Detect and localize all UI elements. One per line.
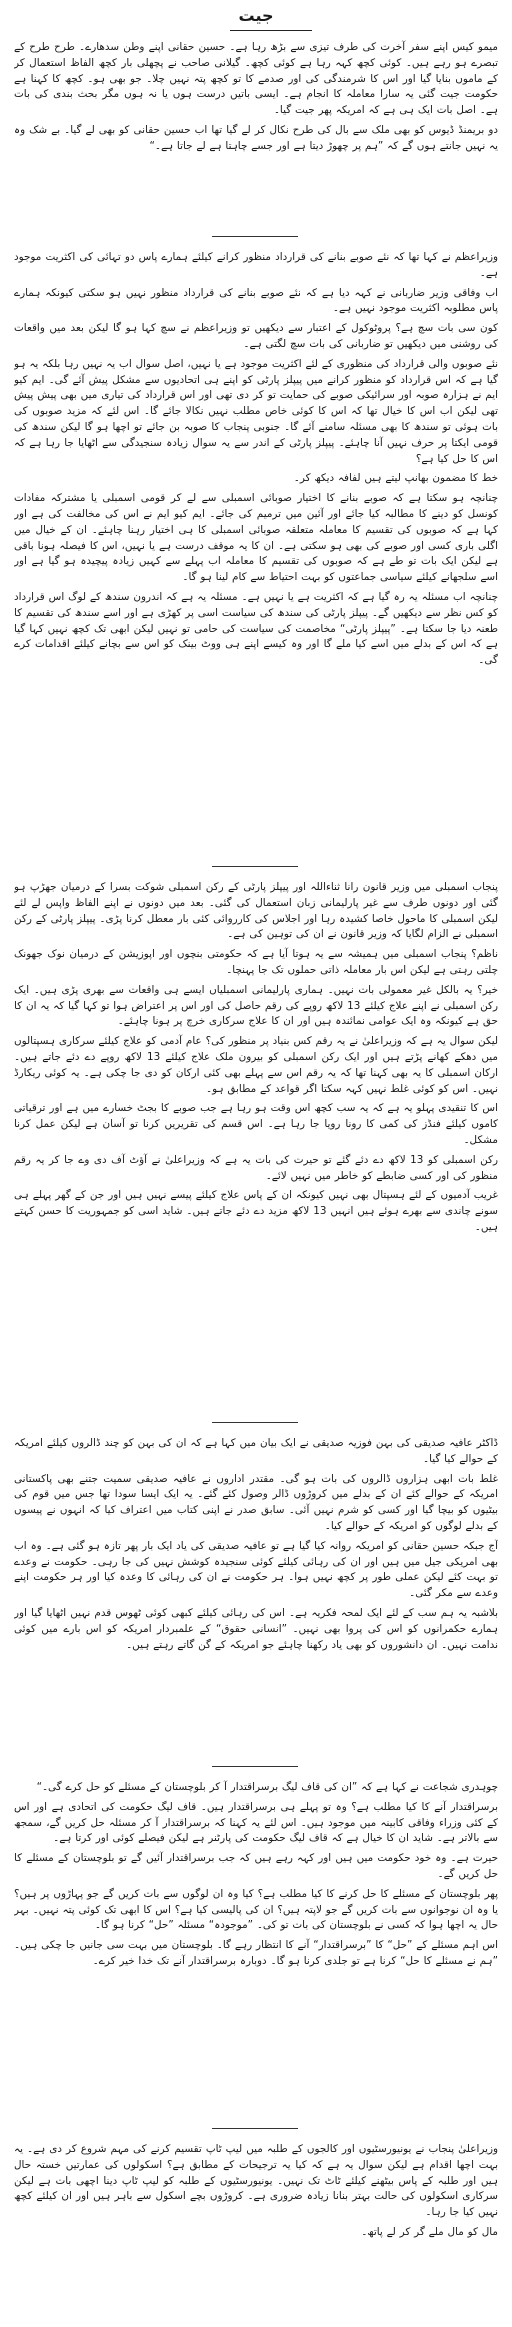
article-section-2 — [14, 250, 498, 858]
paragraph: برسراقتدار آنے کا کیا مطلب ہے؟ وہ تو پہلے ہی برسراقتدار ہیں۔ قاف لیگ حکومت کی اتحادی ہے اور اس کے کئی وزراء وفاقی کابینہ میں موجود ہیں۔ اس لئے یہ کہنا کہ برسراقتدار آ کر مسئلہ حل کریں گے، سمجھ سے بالاتر ہے۔ شاید ان کا خیال ہے کہ قاف لیگ حکومت کی پارٹنر ہے لیکن فیصلے کوئی اور کرتا ہے۔ — [14, 1800, 498, 1845]
paragraph: پنجاب اسمبلی میں وزیر قانون رانا ثناءاللہ اور پیپلز پارٹی کے رکن اسمبلی شوکت بسرا کے درمیان جھڑپ ہو گئی اور دونوں طرف سے غیر پارلیمانی زبان استعمال کی گئی۔ بعد میں دونوں نے اپنے الفاظ واپس لے لئے لیکن اسمبلی کا ماحول خاصا کشیدہ رہا اور اجلاس کی کارروائی کئی بار معطل کرنا پڑی۔ پیپلز پارٹی کے رکن اسمبلی نے الزام لگایا کہ وزیر قانون نے ان کی توہین کی ہے۔ — [14, 881, 498, 941]
paragraph: رکن اسمبلی کو 13 لاکھ دے دئے گئے تو حیرت کی بات یہ ہے کہ وزیراعلیٰ نے آؤٹ آف دی وے جا کر یہ رقم منظور کی اور کسی ضابطے کو خاطر میں نہیں لائے۔ — [14, 1153, 498, 1182]
paragraph: ڈاکٹر عافیہ صدیقی کی بہن فوزیہ صدیقی نے ایک بیان میں کہا ہے کہ ان کی بہن کو چند ڈالروں کیلئے امریکہ کے حوالے کیا گیا۔ — [14, 1437, 498, 1465]
paragraph: چوہدری شجاعت نے کہا ہے کہ ”ان کی قاف لیگ برسراقتدار آ کر بلوچستان کے مسئلے کو حل کرے گی۔“ — [36, 1781, 498, 1793]
paragraph: کون سی بات سچ ہے؟ پروٹوکول کے اعتبار سے دیکھیں تو وزیراعظم نے سچ کہا ہو گا لیکن بعد میں واقعات کی روشنی میں دیکھیں تو ضاربانی کی بات سچ لگتی ہے۔ — [14, 322, 498, 350]
article-section-1 — [14, 40, 498, 228]
paragraph: میمو کیس اپنے سفر آخرت کی طرف تیزی سے بڑھ رہا ہے۔ حسین حقانی اپنے وطن سدھارے۔ طرح طرح کے تبصرے ہو رہے ہیں۔ کوئی کچھ کہہ رہا ہے کوئی کچھ۔ گیلانی صاحب نے پچھلی بار کچھ الفاظ استعمال کر کے ماموں بنایا گیا اور اس کا شرمندگی کی اور صدمے کا تو کچھ پتہ نہیں چلا۔ جو بھی ہو۔ کچھ کا کہنا ہے حکومت جیت گئی یہ سارا معاملہ کا انجام ہے۔ ایسی باتیں درست ہوں یا نہ ہوں مگر بحث بندی کی بات ہے۔ اصل بات ایک ہی ہے کہ امریکہ پھر جیت گیا۔ — [14, 41, 498, 117]
paragraph: غلط بات ابھی ہزاروں ڈالروں کی بات ہو گی۔ مقتدر اداروں نے عافیہ صدیقی سمیت جتنے بھی پاکستانی امریکہ کے حوالے کئے ان کے بدلے میں کروڑوں ڈالر وصول کئے گئے۔ یہ ایک ایسا سودا تھا جس میں قوم کی بیٹیوں کو بیچا گیا اور کسی کو شرم نہیں آئی۔ سابق صدر نے اپنی کتاب میں اعتراف کیا کہ انہوں نے پیسوں کے بدلے لوگوں کو امریکہ کے حوالے کیا۔ — [14, 1472, 498, 1532]
section-divider — [212, 2128, 298, 2129]
paragraph: اس اہم مسئلے کے ”حل“ کا ”برسراقتدار“ آنے کا انتظار رہے گا۔ بلوچستان میں بہت سی جانیں جا چکی ہیں۔ ”ہم نے مسئلے کا حل“ کرنا ہے تو جلدی کرنا ہو گا۔ دوبارہ برسراقتدار آنے تک خدا خیر کرے۔ — [14, 1939, 498, 1967]
paragraph: نئے صوبوں والی قرارداد کی منظوری کے لئے اکثریت موجود ہے یا نہیں، اصل سوال اب یہ نہیں رہا بلکہ یہ ہو گیا ہے کہ اس قرارداد کو منظور کرانے میں پیپلز پارٹی کو اپنے ہی اتحادیوں سے مشکل پیش آئے گی۔ ایم کیو ایم نے ہزارہ صوبہ اور سرائیکی صوبے کی حمایت تو کر دی تھی اور اس قرارداد کی تیاری میں بھی پیش پیش تھی لیکن اب اس کا خیال تھا کہ اس کا کوئی خاص مطلب نہیں نکالا جائے گا۔ اس لئے کہ مزید صوبوں کی بات ہوئی تو سندھ کا بھی مسئلہ سامنے آئے گا۔ جنوبی پنجاب کا صوبہ بن جائے تو اچھا ہو گا لیکن سندھ کی قومی ایکتا پر حرف نہیں آنا چاہئے۔ پیپلز پارٹی کے اندر سے یہ سوال زیادہ سنجیدگی سے اٹھایا جا رہا ہے کہ اس کا حل کیا ہے؟ — [14, 357, 498, 465]
paragraph: چنانچہ اب مسئلہ یہ رہ گیا ہے کہ اکثریت ہے یا نہیں ہے۔ مسئلہ یہ ہے کہ اندرون سندھ کے لوگ اس قرارداد کو کس نظر سے دیکھیں گے۔ پیپلز پارٹی کی سندھ کی سیاست اسی پر کھڑی ہے اور اسے سندھ کی تقسیم کا طعنہ دیا جا سکتا ہے۔ ”پیپلز پارٹی“ مخاصمت کی سیاست کی حامی تو نہیں لیکن ابھی تک کچھ نہیں کہا گیا ہے کہ اس کے بدلے میں اسے کیا ملے گا اور وہ کیسے اپنے ہی ووٹ بینک کو اس سے بچانے کیلئے اقدامات کرے گی۔ — [14, 590, 498, 667]
paragraph: غریب آدمیوں کے لئے ہسپتال بھی نہیں کیونکہ ان کے پاس علاج کیلئے پیسے نہیں ہیں اور جن کے گھر پہلے ہی سونے چاندی سے بھرے ہوئے ہیں انہیں 13 لاکھ مزید دے دئے جاتے ہیں۔ شاید اسی کو جمہوریت کا حسن کہتے ہیں۔ — [14, 1189, 498, 1233]
paragraph: حیرت ہے۔ وہ خود حکومت میں ہیں اور کہہ رہے ہیں کہ جب برسراقتدار آئیں گے تو بلوچستان کے مسئلے کا حل کریں گے۔ — [14, 1852, 498, 1880]
title-underline — [230, 30, 312, 31]
paragraph: وزیراعظم نے کہا تھا کہ نئے صوبے بنانے کی قرارداد منظور کرانے کیلئے ہمارے پاس دو تہائی کی اکثریت موجود ہے۔ — [14, 251, 498, 279]
paragraph: مال کو مال ملے گر کر لے پاتھ۔ — [361, 2225, 498, 2238]
section-divider — [212, 1422, 298, 1423]
article-section-6 — [14, 2142, 498, 2320]
paragraph: ناظم؟ پنجاب اسمبلی میں ہمیشہ سے یہ ہوتا آیا ہے کہ حکومتی بنچوں اور اپوزیشن کے درمیان نوک جھونک چلتی رہتی ہے لیکن اس بار معاملہ ذاتی حملوں تک جا پہنچا۔ — [14, 948, 498, 976]
paragraph: وزیراعلیٰ پنجاب نے یونیورسٹیوں اور کالجوں کے طلبہ میں لیپ ٹاپ تقسیم کرنے کی مہم شروع کر دی ہے۔ یہ بہت اچھا اقدام ہے لیکن سوال یہ ہے کہ کیا یہ ترجیحات کے مطابق ہے؟ اسکولوں کی عمارتیں خستہ حال ہیں اور طلبہ کے پاس بیٹھنے کیلئے ٹاٹ تک نہیں۔ یونیورسٹیوں کے طلبہ کو لیپ ٹاپ دینا اچھی بات ہے لیکن سرکاری اسکولوں کی حالت بہتر بنانا زیادہ ضروری ہے۔ کروڑوں بچے اسکول سے باہر ہیں اور ان کیلئے کچھ نہیں کیا جا رہا۔ — [14, 2143, 498, 2219]
section-divider — [212, 236, 298, 237]
article-section-5 — [14, 1780, 498, 2120]
paragraph: لیکن سوال یہ ہے کہ وزیراعلیٰ نے یہ رقم کس بنیاد پر منظور کی؟ عام آدمی کو علاج کیلئے سرکاری ہسپتالوں میں دھکے کھانے پڑتے ہیں اور ایک رکن اسمبلی کو بیرون ملک علاج کیلئے 13 لاکھ روپے دے دئے جاتے ہیں۔ ارکان اسمبلی کا یہ بھی کہنا تھا کہ یہ رقم اس سے پہلے بھی کئی ارکان کو دی جا چکی ہے۔ یہ کوئی ریکارڈ نہیں۔ اس کو کوئی غلط نہیں کہہ سکتا اگر قواعد کے مطابق ہو۔ — [14, 1035, 498, 1095]
paragraph: دو بریمنڈ ڈیوس کو بھی ملک سے بال کی طرح نکال کر لے گیا تھا اب حسین حقانی کو بھی لے گیا۔ بے شک وہ یہ نہیں جانتے ہوں گے کہ ”ہم پر چھوڑ دیتا ہے اور جسے چاہتا ہے لے جاتا ہے۔“ — [14, 123, 498, 152]
paragraph: پھر بلوچستان کے مسئلے کا حل کرنے کا کیا مطلب ہے؟ کیا وہ ان لوگوں سے بات کریں گے جو پہاڑوں پر ہیں؟ یا وہ ان نوجوانوں سے بات کریں گے جو لاپتہ ہیں؟ ان کی پالیسی کیا ہے؟ اس کا ابھی تک کوئی پتہ نہیں۔ بہر حال یہ اچھا ہوا کہ کسی نے بلوچستان کی بات تو کی۔ ”موجودہ“ مسئلہ ”حل“ کرنا ہو گا۔ — [14, 1887, 498, 1932]
article-section-4 — [14, 1436, 498, 1758]
section-divider — [212, 866, 298, 867]
paragraph: خیر؟ یہ بالکل غیر معمولی بات نہیں۔ ہماری پارلیمانی اسمبلیاں ایسے ہی واقعات سے بھری پڑی ہیں۔ ایک رکن اسمبلی نے اپنے علاج کیلئے 13 لاکھ روپے کی رقم حاصل کی اور اس پر اعتراض ہوا تو کہا گیا کہ یہ ان کا حق ہے کیونکہ وہ ایک عوامی نمائندہ ہیں اور ان کا علاج سرکاری خرچ پر ہونا چاہئے۔ — [14, 983, 498, 1028]
paragraph: بلاشبہ یہ ہم سب کے لئے ایک لمحہ فکریہ ہے۔ اس کی رہائی کیلئے کبھی کوئی ٹھوس قدم نہیں اٹھایا گیا اور ہمارے حکمرانوں کو اس کی پروا بھی نہیں۔ ”انسانی حقوق“ کے علمبردار امریکہ کو اس بارے میں کوئی ندامت نہیں۔ ان دانشوروں کو بھی یاد رکھنا چاہئے جو امریکہ کے گن گاتے رہتے ہیں۔ — [14, 1606, 498, 1651]
article-section-3 — [14, 880, 498, 1414]
paragraph: خط کا مضمون بھانپ لیتے ہیں لفافہ دیکھ کر۔ — [293, 472, 498, 485]
paragraph: اس کا تنقیدی پہلو یہ ہے کہ یہ سب کچھ اس وقت ہو رہا ہے جب صوبے کا بجٹ خسارے میں ہے اور ترقیاتی کاموں کیلئے فنڈز کی کمی کا رونا رویا جا رہا ہے۔ اس قسم کی تقریریں کرنا تو آسان ہے لیکن عمل کرنا مشکل۔ — [14, 1102, 498, 1146]
section-divider — [212, 1766, 298, 1767]
paragraph: آج جبکہ حسین حقانی کو امریکہ روانہ کیا گیا ہے تو عافیہ صدیقی کی یاد ایک بار پھر تازہ ہو گئی ہے۔ وہ اب بھی امریکی جیل میں ہیں اور ان کی رہائی کیلئے کوئی سنجیدہ کوشش نہیں کی جا رہی۔ حکومت نے وعدے تو بہت کئے لیکن عملی طور پر کچھ نہیں ہوا۔ ہر حکومت نے ان کی رہائی کا وعدہ کیا اور ہر حکومت اپنے وعدے سے مکر گئی۔ — [14, 1539, 498, 1600]
paragraph: چنانچہ ہو سکتا ہے کہ صوبے بنانے کا اختیار صوبائی اسمبلی سے لے کر قومی اسمبلی یا مشترکہ مفادات کونسل کو دینے کا مطالبہ کیا جائے اور آئین میں ترمیم کی جائے۔ ایم کیو ایم نے اس کی مخالفت کی ہے اور کہا ہے کہ صوبوں کی تقسیم کا معاملہ متعلقہ صوبائی اسمبلی کا ہی اختیار رہنا چاہئے۔ ان کے خیال میں اگلی باری کسی اور صوبے کی بھی ہو سکتی ہے۔ ان کا یہ موقف درست ہے یا نہیں، اس کا فیصلہ ہونا باقی ہے لیکن ایک بات تو طے ہے کہ صوبوں کی تقسیم کا معاملہ اب پہلے سے کہیں زیادہ پیچیدہ ہو گیا ہے اور اسے سلجھانے کیلئے سیاسی جماعتوں کو بہت احتیاط سے کام لینا ہو گا۔ — [14, 492, 498, 584]
paragraph: اب وفاقی وزیر ضاربانی نے کہہ دیا ہے کہ نئے صوبے بنانے کی قرارداد منظور نہیں ہو سکتی کیونکہ ہمارے پاس مطلوبہ اکثریت موجود نہیں ہے۔ — [14, 286, 498, 315]
column-title: جیت — [238, 6, 274, 25]
